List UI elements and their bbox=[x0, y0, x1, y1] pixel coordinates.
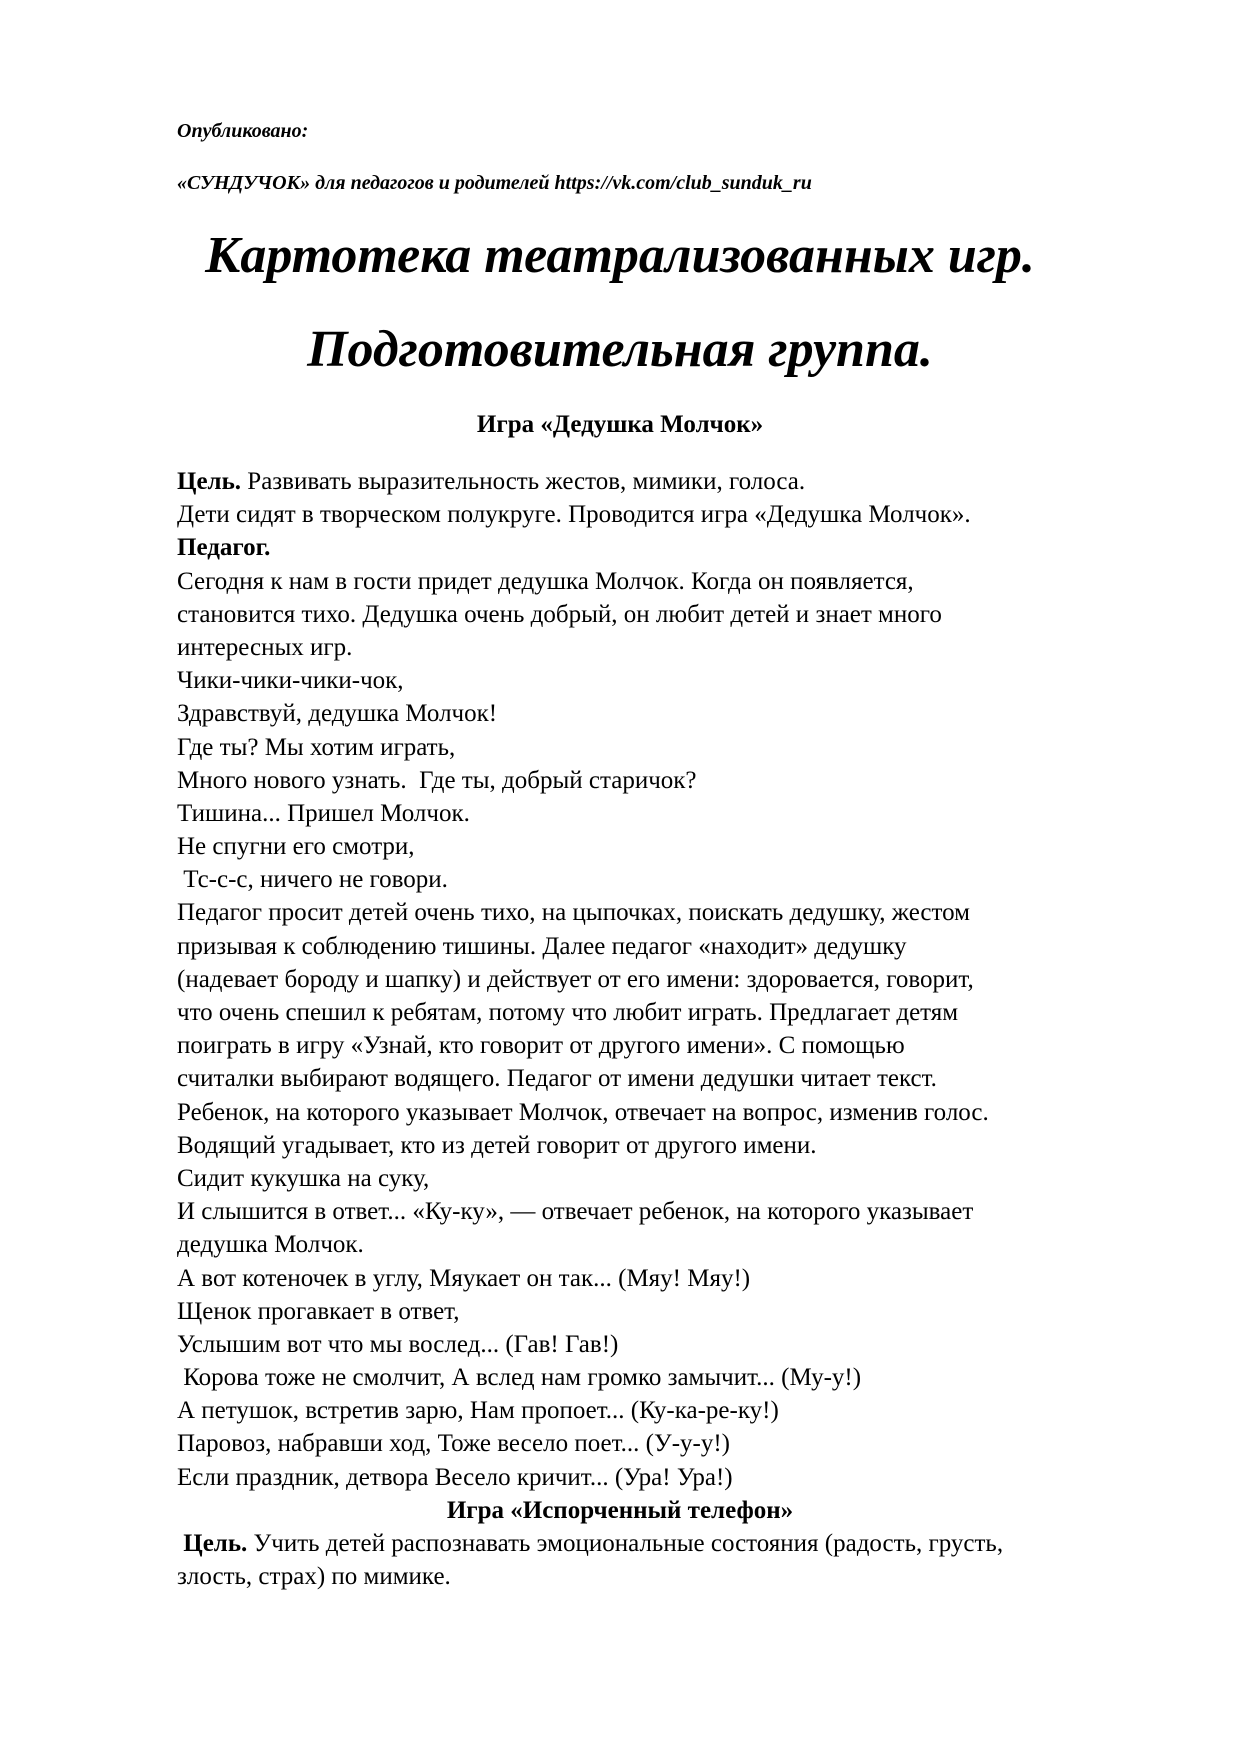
poem-line: Много нового узнать. Где ты, добрый старичок? bbox=[177, 766, 697, 794]
document-subtitle: Подготовительная группа. bbox=[307, 321, 933, 378]
text-line: (надевает бороду и шапку) и действует от его имени: здоровается, говорит, bbox=[177, 965, 974, 993]
text-line: Водящий угадывает, кто из детей говорит от другого имени. bbox=[177, 1131, 817, 1159]
document-body bbox=[177, 465, 1177, 1593]
document-title: Картотека театрализованных игр. bbox=[205, 227, 1035, 284]
poem-line: Где ты? Мы хотим играть, bbox=[177, 733, 456, 761]
game2-goal bbox=[177, 1527, 1177, 1560]
text-line: интересных игр. bbox=[177, 633, 353, 661]
text-line: что очень спешил к ребятам, потому что любит играть. Предлагает детям bbox=[177, 999, 959, 1026]
game2-goal-text: Учить детей распознавать эмоциональные состояния (радость, грусть, bbox=[247, 1530, 1004, 1557]
text-line: Ребенок, на которого указывает Молчок, отвечает на вопрос, изменив голос. bbox=[177, 1098, 989, 1126]
text-line: становится тихо. Дедушка очень добрый, он любит детей и знает много bbox=[177, 600, 942, 628]
poem-line: Если праздник, детвора Весело кричит... (Ура! Ура!) bbox=[177, 1463, 733, 1491]
poem-line: А вот котеночек в углу, Мяукает он так... (Мяу! Мяу!) bbox=[177, 1264, 751, 1292]
game1-goal bbox=[177, 465, 1177, 498]
text-line: Дети сидят в творческом полукруге. Проводится игра «Дедушка Молчок». bbox=[177, 501, 971, 529]
publication-source: «СУНДУЧОК» для педагогов и родителей https://vk.com/club_sunduk_ru bbox=[177, 172, 812, 194]
poem-line: И слышится в ответ... «Ку-ку», — отвечает ребенок, на которого указывает bbox=[177, 1198, 974, 1226]
poem-line: Здравствуй, дедушка Молчок! bbox=[177, 700, 498, 728]
game1-goal-label: Цель. bbox=[177, 468, 242, 495]
poem-line: Сидит кукушка на суку, bbox=[177, 1164, 430, 1192]
poem-line: Тс-с-с, ничего не говори. bbox=[177, 866, 448, 894]
poem-line: Паровоз, набравши ход, Тоже весело поет... (У-у-у!) bbox=[177, 1430, 730, 1458]
text-line: считалки выбирают водящего. Педагог от имени дедушки читает текст. bbox=[177, 1065, 937, 1093]
poem-line: А петушок, встретив зарю, Нам пропоет... (Ку-ка-ре-ку!) bbox=[177, 1397, 779, 1425]
game2-heading: Игра «Испорченный телефон» bbox=[446, 1496, 794, 1524]
game1-heading: Игра «Дедушка Молчок» bbox=[476, 411, 764, 438]
text-line: Сегодня к нам в гости придет дедушка Молчок. Когда он появляется, bbox=[177, 567, 914, 595]
speaker-label: Педагог. bbox=[177, 534, 271, 562]
poem-line: дедушка Молчок. bbox=[177, 1231, 364, 1259]
publication-label: Опубликовано: bbox=[177, 120, 309, 142]
game2-goal-label: Цель. bbox=[177, 1530, 248, 1557]
poem-line: Тишина... Пришел Молчок. bbox=[177, 799, 470, 827]
game1-goal-text: Развивать выразительность жестов, мимики, голоса. bbox=[241, 468, 806, 495]
poem-line: Корова тоже не смолчит, А вслед нам громко замычит... (Му-у!) bbox=[177, 1364, 862, 1392]
poem-line: Щенок прогавкает в ответ, bbox=[177, 1297, 460, 1325]
text-line: призывая к соблюдению тишины. Далее педагог «находит» дедушку bbox=[177, 932, 907, 960]
text-line: злость, страх) по мимике. bbox=[177, 1563, 451, 1591]
poem-line: Услышим вот что мы вослед... (Гав! Гав!) bbox=[177, 1330, 619, 1358]
poem-line: Чики-чики-чики-чок, bbox=[177, 667, 404, 695]
text-line: поиграть в игру «Узнай, кто говорит от другого имени». С помощью bbox=[177, 1032, 905, 1060]
text-line: Педагог просит детей очень тихо, на цыпочках, поискать дедушку, жестом bbox=[177, 899, 970, 927]
poem-line: Не спугни его смотри, bbox=[177, 833, 415, 861]
